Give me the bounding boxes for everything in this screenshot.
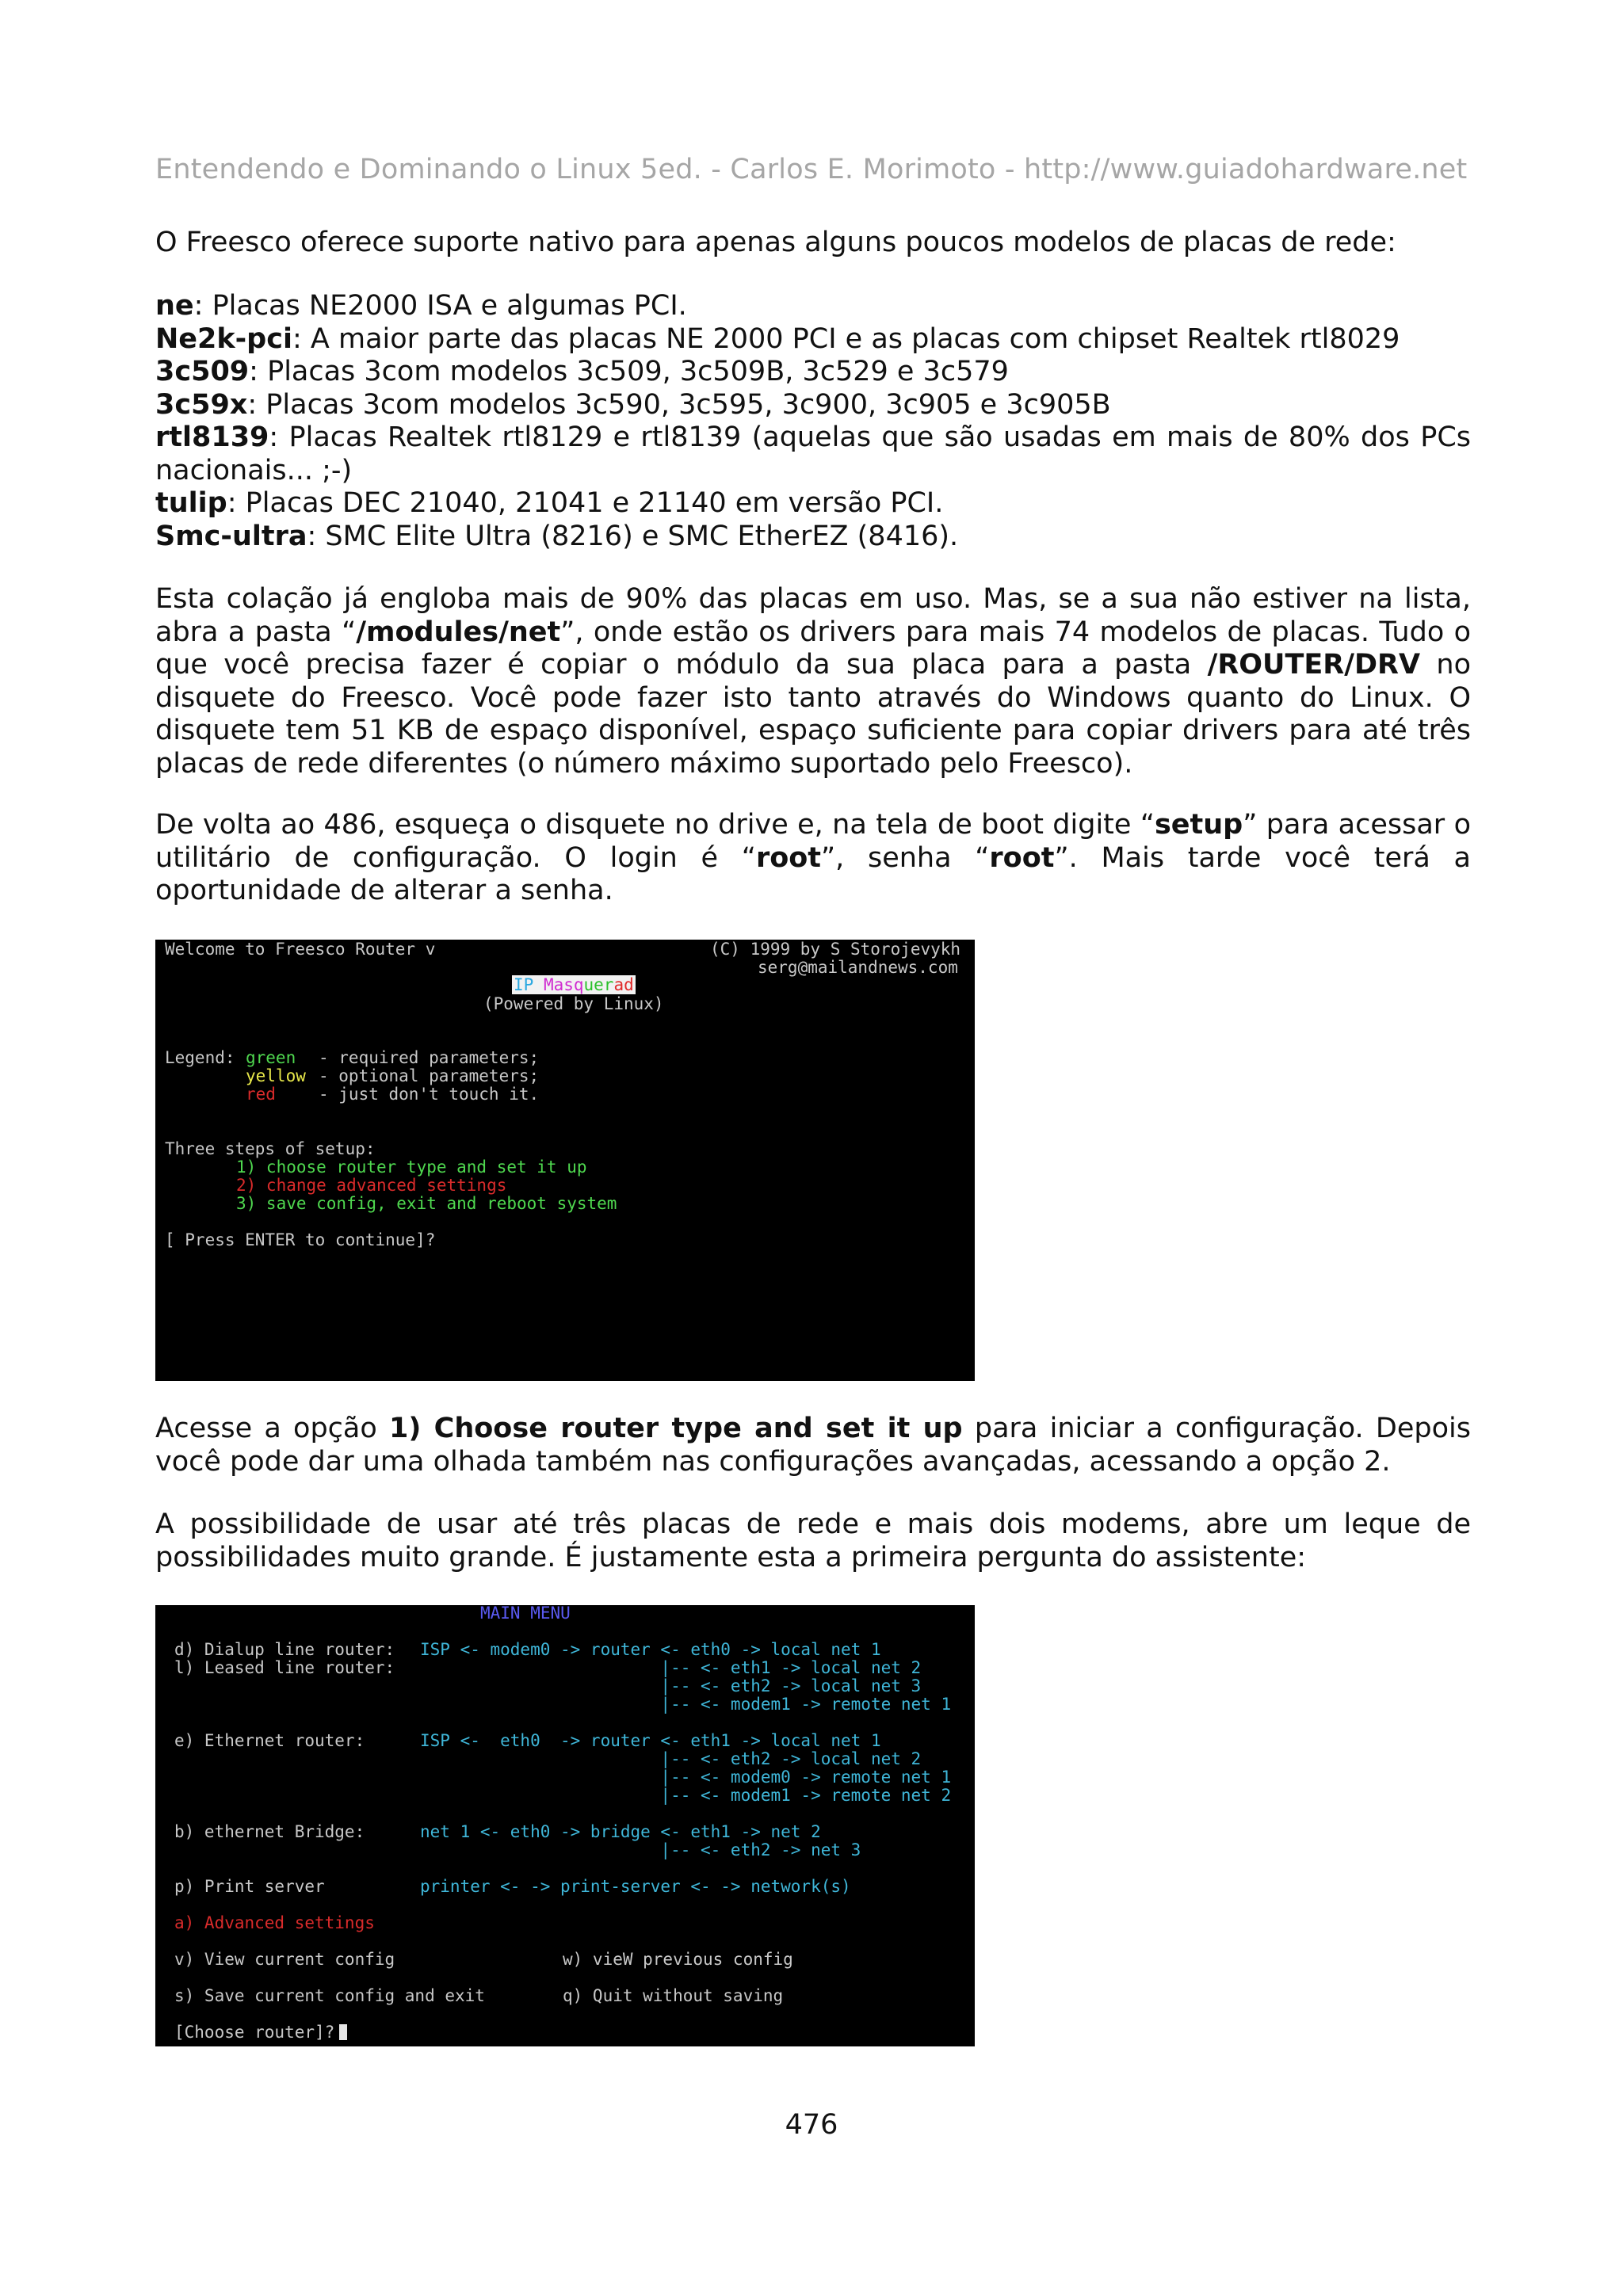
legend-yellow-desc: - optional parameters; <box>319 1066 540 1085</box>
legend-green-desc: - required parameters; <box>319 1048 540 1067</box>
possibilities-paragraph <box>155 1508 1471 1574</box>
step-1: 1) choose router type and set it up <box>236 1158 587 1177</box>
driver-desc: : Placas Realtek rtl8129 e rtl8139 (aquelas que são usadas em mais de 80% dos PCs nacionais... ;-) <box>155 421 1471 486</box>
ethernet-diagram-4: |-- <- modem1 -> remote net 2 <box>420 1786 952 1805</box>
driver-list <box>155 290 1471 553</box>
modules-text: Esta colação já engloba mais de 90% das placas em uso. Mas, se a sua não estiver na lista, abra a pasta “/modules/net”, onde estão os drivers para mais 74 modelos de placas. Tudo o que você precisa fazer é copiar o módulo da sua placa para a pasta /ROUTER/DRV no disquete do Freesco. Você pode fazer isto tanto através do Windows quanto do Linux. O disquete tem 51 KB de espaço disponível, espaço suficiente para copiar drivers para até três placas de rede diferentes (o número máximo suportado pelo Freesco). <box>155 583 1472 780</box>
setup-text: De volta ao 486, esqueça o disquete no drive e, na tela de boot digite “setup” para acessar o utilitário de configuração. O login é “root”, senha “root”. Mais tarde você terá a oportunidade de alterar a senha. <box>155 809 1471 906</box>
powered-line: (Powered by Linux) <box>483 994 664 1013</box>
ethernet-diagram-3: |-- <- modem0 -> remote net 1 <box>420 1768 952 1787</box>
modules-paragraph <box>155 583 1471 780</box>
dialup-diagram-1: ISP <- modem0 -> router <- eth0 -> local net 1 <box>420 1640 881 1659</box>
driver-desc: : Placas 3com modelos 3c509, 3c509B, 3c529 e 3c579 <box>249 356 1009 387</box>
choose-router-paragraph <box>155 1413 1471 1478</box>
driver-name: 3c509 <box>155 356 250 387</box>
driver-desc: : Placas 3com modelos 3c590, 3c595, 3c900, 3c905 e 3c905B <box>247 388 1111 421</box>
dialup-diagram-2: |-- <- eth1 -> local net 2 <box>420 1658 922 1677</box>
menu-dialup: d) Dialup line router: <box>174 1640 395 1659</box>
driver-desc: : A maior parte das placas NE 2000 PCI e as placas com chipset Realtek rtl8029 <box>292 322 1400 355</box>
choose-router-prompt: [Choose router]? <box>174 2023 347 2042</box>
ethernet-diagram-2: |-- <- eth2 -> local net 2 <box>420 1749 922 1768</box>
modules-path: /modules/net <box>356 616 561 648</box>
page-number: 476 <box>785 2109 838 2141</box>
step-3: 3) save config, exit and reboot system <box>236 1194 617 1213</box>
copyright-line: (C) 1999 by S Storojevykh <box>710 940 961 959</box>
press-enter-prompt: [ Press ENTER to continue]? <box>165 1230 436 1249</box>
driver-desc: : Placas DEC 21040, 21041 e 21140 em versão PCI. <box>227 487 944 519</box>
bridge-diagram-1: net 1 <- eth0 -> bridge <- eth1 -> net 2 <box>420 1822 821 1841</box>
menu-quit: q) Quit without saving <box>563 1986 784 2005</box>
password-value: root <box>989 841 1055 874</box>
driver-item <box>155 521 1471 554</box>
menu-advanced: a) Advanced settings <box>174 1913 375 1932</box>
intro-paragraph <box>155 227 1471 260</box>
driver-item <box>155 356 1471 389</box>
driver-item <box>155 421 1471 487</box>
main-menu-title: MAIN MENU <box>480 1605 571 1623</box>
ethernet-diagram-1: ISP <- eth0 -> router <- eth1 -> local net 1 <box>420 1731 881 1750</box>
dialup-diagram-3: |-- <- eth2 -> local net 3 <box>420 1676 922 1695</box>
steps-title: Three steps of setup: <box>165 1139 376 1158</box>
menu-save: s) Save current config and exit <box>174 1986 485 2005</box>
menu-bridge: b) ethernet Bridge: <box>174 1822 365 1841</box>
router-drv-path: /ROUTER/DRV <box>1207 649 1421 681</box>
driver-item <box>155 290 1471 323</box>
menu-print-server: p) Print server <box>174 1877 325 1896</box>
legend-red-desc: - just don't touch it. <box>319 1085 540 1104</box>
menu-ethernet: e) Ethernet router: <box>174 1731 365 1750</box>
menu-view-current: v) View current config <box>174 1950 395 1969</box>
email-line: serg@mailandnews.com <box>758 958 958 977</box>
legend-green: green <box>246 1048 296 1067</box>
dialup-diagram-4: |-- <- modem1 -> remote net 1 <box>420 1695 952 1714</box>
legend-red: red <box>246 1085 276 1104</box>
freesco-main-menu-screenshot <box>155 1605 975 2046</box>
driver-name: Smc-ultra <box>155 520 307 552</box>
option-1: 1) Choose router type and set it up <box>389 1413 963 1444</box>
step-2: 2) change advanced settings <box>236 1176 507 1195</box>
freesco-welcome-screenshot <box>155 940 975 1381</box>
cursor-block <box>339 2024 347 2040</box>
welcome-line: Welcome to Freesco Router v <box>165 940 436 959</box>
legend-yellow: yellow <box>246 1066 306 1085</box>
driver-name: Ne2k-pci <box>155 322 292 355</box>
menu-leased: l) Leased line router: <box>174 1658 395 1677</box>
legend-label: Legend: <box>165 1048 235 1067</box>
bridge-diagram-2: |-- <- eth2 -> net 3 <box>420 1840 861 1859</box>
choose-router-text: Acesse a opção 1) Choose router type and set it up para iniciar a configuração. Depois você pode dar uma olhada também nas configurações avançadas, acessando a opção 2. <box>155 1413 1471 1478</box>
menu-view-previous: w) vieW previous config <box>563 1950 793 1969</box>
driver-desc: : SMC Elite Ultra (8216) e SMC EtherEZ (8416). <box>307 520 959 552</box>
print-diagram: printer <- -> print-server <- -> network(s) <box>420 1877 851 1896</box>
intro-text: O Freesco oferece suporte nativo para apenas alguns poucos modelos de placas de rede: <box>155 227 1396 258</box>
driver-name: 3c59x <box>155 388 248 421</box>
driver-item <box>155 389 1471 422</box>
driver-desc: : Placas NE2000 ISA e algumas PCI. <box>193 290 687 322</box>
driver-name: ne <box>155 290 194 322</box>
driver-name: tulip <box>155 487 227 519</box>
possibilities-text: A possibilidade de usar até três placas de rede e mais dois modems, abre um leque de possibilidades muito grande. É justamente esta a primeira pergunta do assistente: <box>155 1508 1471 1573</box>
ip-masquerad-logo: IP Masquerad <box>514 975 634 994</box>
login-value: root <box>755 841 822 874</box>
driver-name: rtl8139 <box>155 421 269 453</box>
setup-command: setup <box>1154 809 1243 841</box>
setup-paragraph <box>155 809 1471 908</box>
running-header: Entendendo e Dominando o Linux 5ed. - Carlos E. Morimoto - http://www.guiadohardware.net <box>155 154 1468 185</box>
driver-item <box>155 487 1471 521</box>
driver-item <box>155 323 1471 357</box>
